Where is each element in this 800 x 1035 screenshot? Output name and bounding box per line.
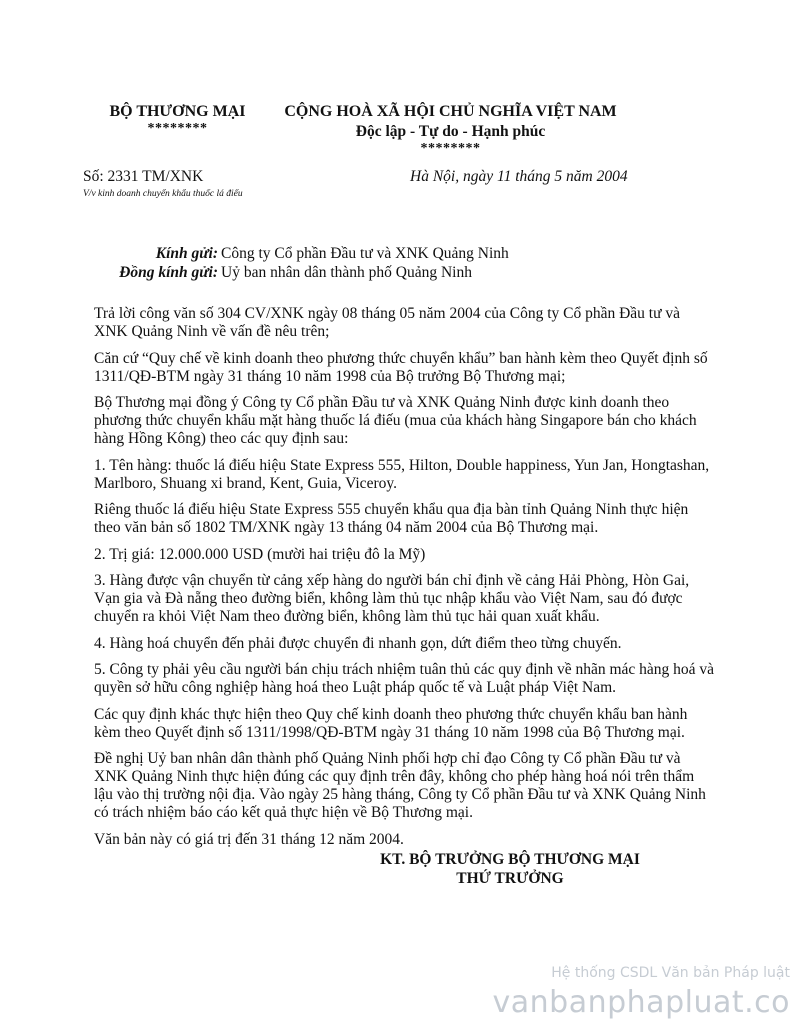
document-subject: V/v kinh doanh chuyển khẩu thuốc lá điếu [83,189,243,199]
body-paragraph: 3. Hàng được vận chuyển từ cảng xếp hàng do người bán chỉ định về cảng Hải Phòng, Hòn Gai, Vạn gia và Đà nẵng theo đường biển, không làm thủ tục nhập khẩu vào Việt Nam, sau đó được chuyển ra khỏi Việt Nam theo đường biển, không làm thủ tục hải quan xuất khẩu. [94,572,690,625]
national-motto: Độc lập - Tự do - Hạnh phúc [355,123,546,140]
signature-title: KT. BỘ TRƯỞNG BỘ THƯƠNG MẠI [380,851,640,868]
body-paragraph: Căn cứ “Quy chế về kinh doanh theo phương thức chuyển khẩu” ban hành kèm theo Quyết định số 1311/QĐ-BTM ngày 31 tháng 10 năm 1998 của Bộ trưởng Bộ Thương mại; [94,349,708,385]
issuing-agency: BỘ THƯƠNG MẠI [109,103,246,120]
body-paragraph: 2. Trị giá: 12.000.000 USD (mười hai triệu đô la Mỹ) [94,545,426,563]
watermark-caption: Hệ thống CSDL Văn bản Pháp luật [551,965,790,981]
body-paragraph: Đề nghị Uỷ ban nhân dân thành phố Quảng Ninh phối hợp chỉ đạo Công ty Cổ phần Đầu tư và XNK Quảng Ninh thực hiện đúng các quy định trên đây, không cho phép hàng hoá nói trên thẩm lậu vào thị trường nội địa. Vào ngày 25 hàng tháng, Công ty Cổ phần Đầu tư và XNK Quảng Ninh có trách nhiệm báo cáo kết quả thực hiện về Bộ Thương mại. [94,750,706,821]
recipient-label: Kính gửi: [155,245,218,262]
signature-block [360,850,660,888]
body-paragraph: Các quy định khác thực hiện theo Quy chế kinh doanh theo phương thức chuyển khẩu ban hành kèm theo Quyết định số 1311/1998/QĐ-BTM ngày 31 tháng 10 năm 1998 của Bộ Thương mại. [94,705,688,741]
motto-separator: ******** [420,141,481,156]
signature-position: THỨ TRƯỞNG [456,870,564,887]
issue-date: Hà Nội, ngày 11 tháng 5 năm 2004 [410,168,628,185]
recipient-label: Đồng kính gửi: [119,264,218,281]
document-number: Số: 2331 TM/XNK [83,168,204,185]
national-title: CỘNG HOÀ XÃ HỘI CHỦ NGHĨA VIỆT NAM [284,103,617,120]
body-paragraph: Văn bản này có giá trị đến 31 tháng 12 năm 2004. [94,830,404,848]
recipient-row [83,244,643,263]
body-paragraph: 4. Hàng hoá chuyển đến phải được chuyển đi nhanh gọn, dứt điểm theo từng chuyến. [94,634,622,652]
body-paragraph: Riêng thuốc lá điếu hiệu State Express 555 chuyển khẩu qua địa bàn tỉnh Quảng Ninh thực hiện theo văn bản số 1802 TM/XNK ngày 13 tháng 04 năm 2004 của Bộ Thương mại. [94,501,689,536]
agency-separator: ******** [147,121,208,136]
document-body [94,305,716,857]
body-paragraph: Trả lời công văn số 304 CV/XNK ngày 08 tháng 05 năm 2004 của Công ty Cổ phần Đầu tư và XNK Quảng Ninh về vấn đề nêu trên; [94,305,681,340]
recipient-value: Uỷ ban nhân dân thành phố Quảng Ninh [221,264,472,281]
recipient-value: Công ty Cổ phần Đầu tư và XNK Quảng Ninh [221,245,509,262]
watermark-site: vanbanphapluat.co [492,985,790,1020]
body-paragraph: Bộ Thương mại đồng ý Công ty Cổ phần Đầu tư và XNK Quảng Ninh được kinh doanh theo phương thức chuyển khẩu mặt hàng thuốc lá điếu (mua của khách hàng Singapore bán cho khách hàng Hồng Kông) theo các quy định sau: [94,394,697,447]
national-heading-block [283,102,618,156]
reference-block [83,168,283,200]
recipients-block [83,244,643,282]
issuing-agency-block [80,102,275,136]
body-paragraph: 1. Tên hàng: thuốc lá điếu hiệu State Express 555, Hilton, Double happiness, Yun Jan, Hongtashan, Marlboro, Shuang xi brand, Kent, Guia, Viceroy. [94,456,710,492]
body-paragraph: 5. Công ty phải yêu cầu người bán chịu trách nhiệm tuân thủ các quy định về nhãn mác hàng hoá và quyền sở hữu công nghiệp hàng hoá theo Luật pháp quốc tế và Luật pháp Việt Nam. [94,661,715,696]
recipient-row [83,263,643,282]
